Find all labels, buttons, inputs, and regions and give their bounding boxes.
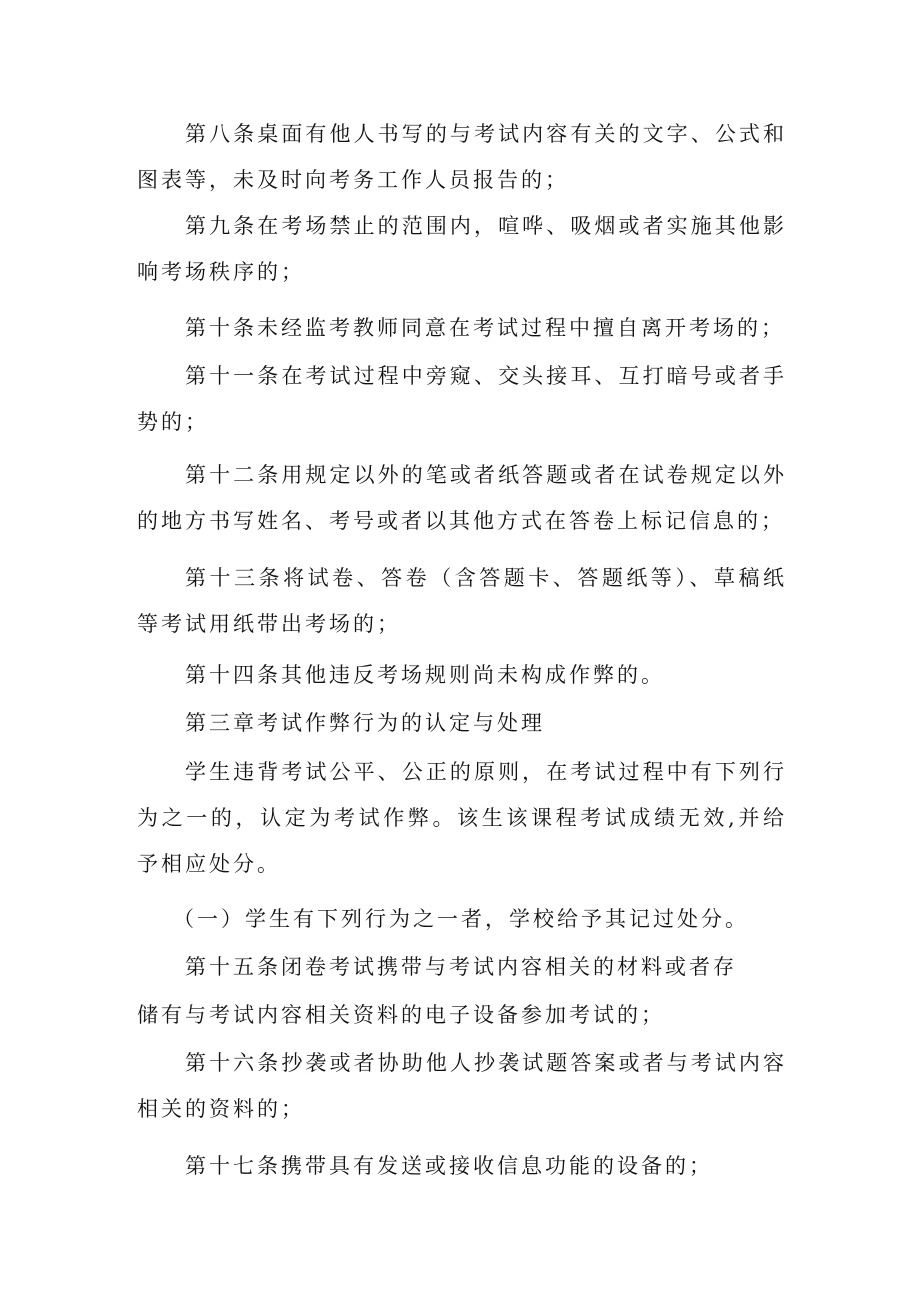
paragraph-cheating-definition: 学生违背考试公平、公正的原则，在考试过程中有下列行为之一的，认定为考试作弊。该生该课程考试成绩无效,并给予相应处分。: [137, 760, 787, 876]
paragraph-article-12: 第十二条用规定以外的笔或者纸答题或者在试卷规定以外的地方书写姓名、考号或者以其他方式在答卷上标记信息的；: [137, 463, 787, 533]
paragraph-article-11: 第十一条在考试过程中旁窥、交头接耳、互打暗号或者手势的；: [137, 364, 787, 434]
paragraph-article-8: 第八条桌面有他人书写的与考试内容有关的文字、公式和图表等，未及时向考务工作人员报告的；: [137, 122, 787, 192]
paragraph-article-17: 第十七条携带具有发送或接收信息功能的设备的；: [185, 1154, 713, 1178]
paragraph-article-15-line-2: 储有与考试内容相关资料的电子设备参加考试的；: [137, 1003, 665, 1027]
paragraph-article-15-line-1: 第十五条闭卷考试携带与考试内容相关的材料或者存: [185, 955, 737, 979]
paragraph-article-9: 第九条在考场禁止的范围内，喧哗、吸烟或者实施其他影响考场秩序的；: [137, 214, 787, 284]
paragraph-article-14: 第十四条其他违反考场规则尚未构成作弊的。: [185, 663, 665, 687]
chapter-heading: 第三章考试作弊行为的认定与处理: [185, 711, 545, 735]
paragraph-article-16: 第十六条抄袭或者协助他人抄袭试题答案或者与考试内容相关的资料的；: [137, 1051, 787, 1121]
paragraph-article-10: 第十条未经监考教师同意在考试过程中擅自离开考场的；: [185, 316, 785, 340]
section-heading-1: （一）学生有下列行为之一者，学校给予其记过处分。: [173, 907, 749, 931]
paragraph-article-13: 第十三条将试卷、答卷（含答题卡、答题纸等）、草稿纸等考试用纸带出考场的；: [137, 566, 787, 636]
